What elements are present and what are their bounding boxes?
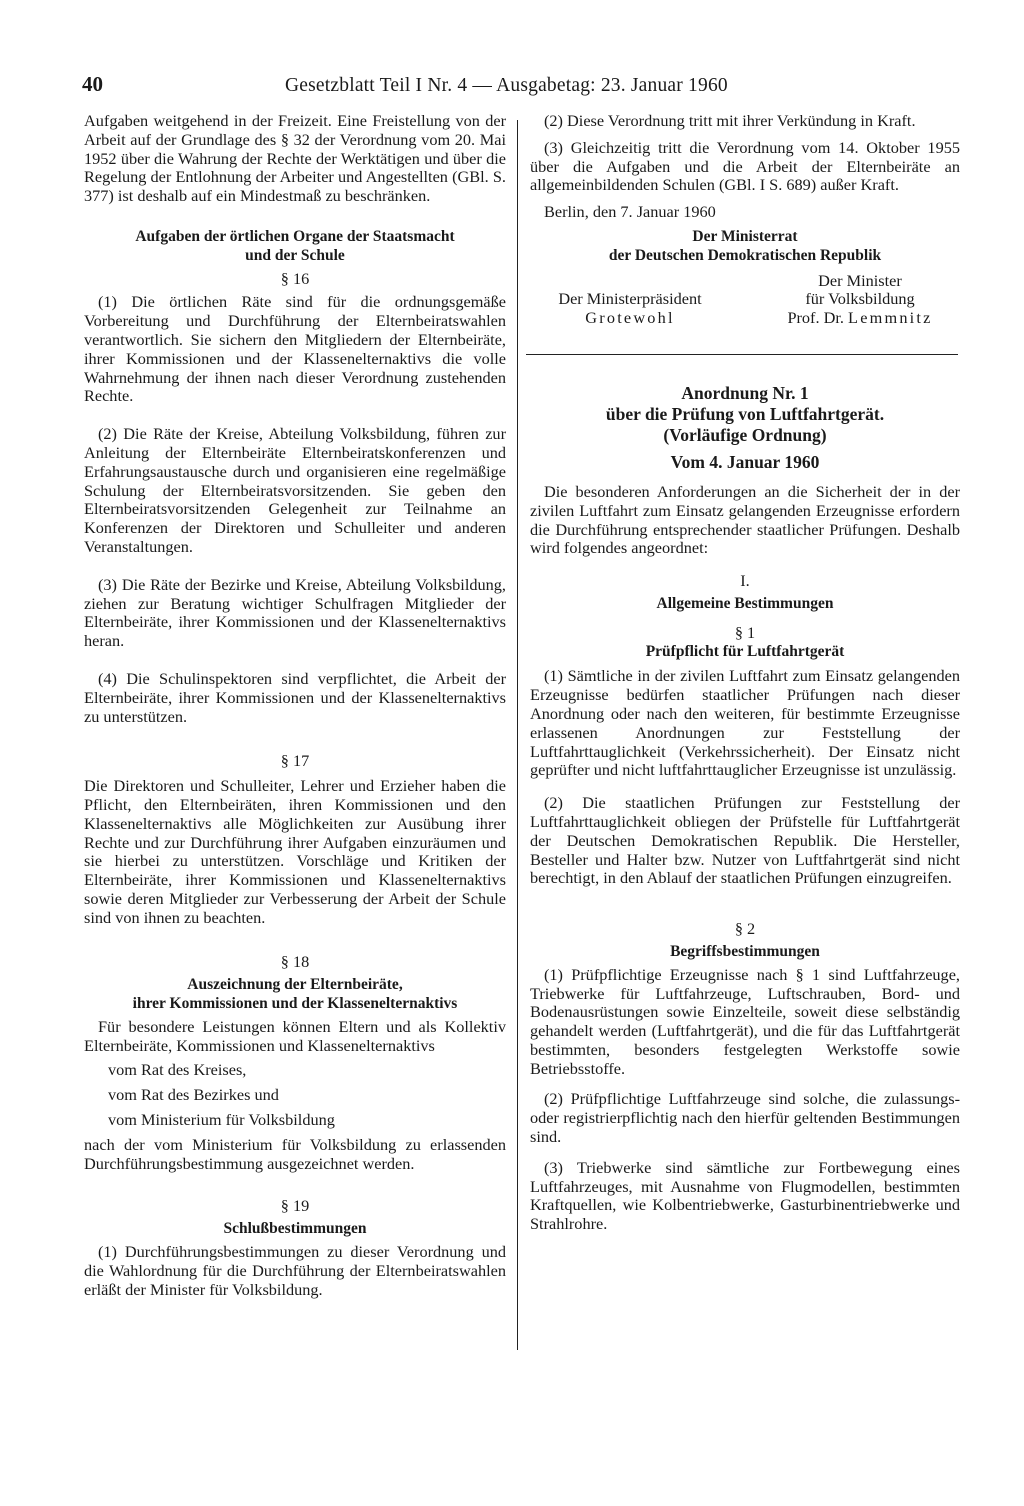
running-title: Gesetzblatt Teil I Nr. 4 — Ausgabetag: 23. Januar 1960 [285,75,728,96]
council-line1: Der Ministerrat [692,227,798,245]
paragraph-16-4: (4) Die Schulinspektoren sind verpflichtet, die Arbeit der Elternbeiräte, ihrer Kommissionen und der Klassenelternaktivs zu unterstützen. [84,668,506,726]
sig-left-title: Der Ministerpräsident [558,289,702,309]
section-17: § 17 [280,751,310,771]
paragraph-1-1: (1) Sämtliche in der zivilen Luftfahrt zum Einsatz gelangenden Erzeugnisse bedürfen staatlicher Prüfungen nach dieser Anordnung oder nach den weiteren, für bestimmte Erzeugnisse erlassenen Anordnungen zur Feststellung der Luftfahrttauglichkeit (Verkehrssicherheit). Der Einsatz nicht geprüfter und nicht luftfahrttauglicher Erzeugnisse ist unzulässig. [530,666,960,780]
heading-18-line2: ihrer Kommissionen und der Klassenelternaktivs [132,995,458,1013]
paragraph-intro: Aufgaben weitgehend in der Freizeit. Eine Freistellung von der Arbeit auf der Grundlage des § 32 der Verordnung vom 20. Mai 1952 über die Wahrung der Rechte der Werktätigen und über die Regelung der Entlohnung der Arbeiter und Angestellten (GBl. S. 377) ist deshalb auf ein Mindestmaß zu beschränken. [84,111,506,206]
left-column [84,112,506,1299]
paragraph-19-2: (2) Diese Verordnung tritt mit ihrer Verkündung in Kraft. [544,111,916,130]
section-2-title: Begriffsbestimmungen [670,942,820,960]
heading-organe-line2: und der Schule [245,246,345,264]
title-line3: (Vorläufige Ordnung) [663,424,827,445]
section-1: § 1 [734,622,756,642]
preamble: Die besonderen Anforderungen an die Sicherheit der in der zivilen Luftfahrt zum Einsatz gelangenden Erzeugnisse erfordern die Durchführung entsprechender staatlicher Prüfungen. Deshalb wird folgendes angeordnet: [530,481,960,558]
right-column [530,112,960,1234]
sig-right-prefix: Prof. Dr. [787,308,844,328]
heading-organe-line1: Aufgaben der örtlichen Organe der Staatsmacht [135,227,455,245]
signature-block [530,272,960,328]
heading-19: Schlußbestimmungen [223,1220,367,1238]
list-item: vom Ministerium für Volksbildung [108,1110,335,1130]
paragraph-2-2: (2) Prüfpflichtige Luftfahrzeuge sind solche, die zulassungs- oder registrierpflichtig nach den hierfür geltenden Bestimmungen sind. [530,1089,960,1147]
paragraph-19-3: (3) Gleichzeitig tritt die Verordnung vom 14. Oktober 1955 über die Aufgaben und die Arbeit der Elternbeiräte an allgemeinbildenden Schulen (GBl. I S. 689) außer Kraft. [530,137,960,195]
paragraph-16-2: (2) Die Räte der Kreise, Abteilung Volksbildung, führen zur Anleitung der Elternbeiräte Elternbeiratskonferenzen und Erfahrungsaustausche durch und organisieren eine regelmäßige Schulung der Elternbeiratsvorsitzenden. Sie geben den Elternbeiratsvorsitzenden Gelegenheit zur Teilnahme an Konferenzen der Direktoren und Schulleiter und anderen Veranstaltungen. [84,424,506,556]
part-number: I. [740,571,750,591]
list-item: vom Rat des Kreises, [108,1060,247,1080]
title-line1: Anordnung Nr. 1 [681,382,809,403]
sig-right-line3 [760,309,960,328]
sig-right-line2: für Volksbildung [805,289,915,309]
paragraph-2-3: (3) Triebwerke sind sämtliche zur Fortbewegung eines Luftfahrzeuges, mit Ausnahme von Flugmodellen, bestimmten Kraftquellen, wie Kolbentriebwerke, Gasturbinentriebwerke und Strahlrohre. [530,1157,960,1234]
paragraph-17: Die Direktoren und Schulleiter, Lehrer und Erzieher haben die Pflicht, den Elternbeiräten, ihren Kommissionen und den Klassenelternaktivs alle Möglichkeiten zur Ausübung ihrer Rechte und zur Durchführung ihrer Aufgaben einzuräumen und sie hierbei zu unterstützen. Vorschläge und Kritiken der Elternbeiräte, ihrer Kommissionen und Klassenelternaktivs sowie deren Mitglieder zur Verbesserung der Arbeit der Schule sind von ihnen zu beachten. [84,776,506,927]
column-divider [517,120,518,1350]
signature-right [760,272,960,328]
list-item: vom Rat des Bezirkes und [108,1085,279,1105]
page-header [82,72,962,102]
award-list [84,1061,506,1129]
sig-right-line1: Der Minister [818,270,902,290]
section-18: § 18 [280,952,310,972]
section-19: § 19 [280,1196,310,1216]
sig-right-name: Lemmnitz [848,308,933,328]
paragraph-1-2: (2) Die staatlichen Prüfungen zur Feststellung der Luftfahrttauglichkeit obliegen der Prüfstelle für Luftfahrtgerät der Deutschen Demokratischen Republik. Die Hersteller, Besteller und Halter bzw. Nutzer von Luftfahrtgerät sind nicht berechtigt, in den Ablauf der staatlichen Prüfungen einzugreifen. [530,793,960,888]
page-number: 40 [82,72,103,96]
section-2: § 2 [734,919,756,939]
paragraph-19-1: (1) Durchführungsbestimmungen zu dieser Verordnung und die Wahlordnung für die Durchführung der Elternbeiratswahlen erläßt der Minister für Volksbildung. [84,1242,506,1299]
paragraph-18: Für besondere Leistungen können Eltern und als Kollektiv Elternbeiräte, Kommissionen und Klassenelternaktivs [84,1016,506,1055]
paragraph-2-1: (1) Prüfpflichtige Erzeugnisse nach § 1 sind Luftfahrzeuge, Triebwerke für Luftfahrzeuge, Luftschrauben, Bord- und Bodenausrüstungen sowie Einzelteile, soweit diese selbständig gehandelt werden (Luftfahrtgerät), und die für das Luftfahrtgerät bestimmten, besonders festgelegten Werkstoffe sowie Betriebsstoffe. [530,964,960,1078]
title-line2: über die Prüfung von Luftfahrtgerät. [605,403,885,424]
sig-left-name: Grotewohl [585,308,675,328]
part-title: Allgemeine Bestimmungen [656,594,834,612]
paragraph-18-end: nach der vom Ministerium für Volksbildung zu erlassenden Durchführungsbestimmung ausgezeichnet werden. [84,1134,506,1173]
place-date: Berlin, den 7. Januar 1960 [544,202,716,222]
section-16: § 16 [280,268,310,288]
paragraph-16-1: (1) Die örtlichen Räte sind für die ordnungsgemäße Vorbereitung und Durchführung der Elternbeiratswahlen verantwortlich. Sie sichern den Mitgliedern der Elternbeiräte, ihrer Kommissionen und der Klassenelternaktivs die volle Wahrnehmung der ihnen nach dieser Verordnung zustehenden Rechte. [84,292,506,406]
section-1-title: Prüfpflicht für Luftfahrtgerät [645,642,845,660]
paragraph-16-3: (3) Die Räte der Bezirke und Kreise, Abteilung Volksbildung, ziehen zur Beratung wichtiger Schulfragen Mitglieder der Elternbeiräte, ihrer Kommissionen und der Klassenelternaktivs heran. [84,574,506,651]
title-date: Vom 4. Januar 1960 [670,451,820,472]
signature-left [530,272,730,328]
heading-18-line1: Auszeichnung der Elternbeiräte, [187,976,403,994]
council-line2: der Deutschen Demokratischen Republik [608,246,882,264]
